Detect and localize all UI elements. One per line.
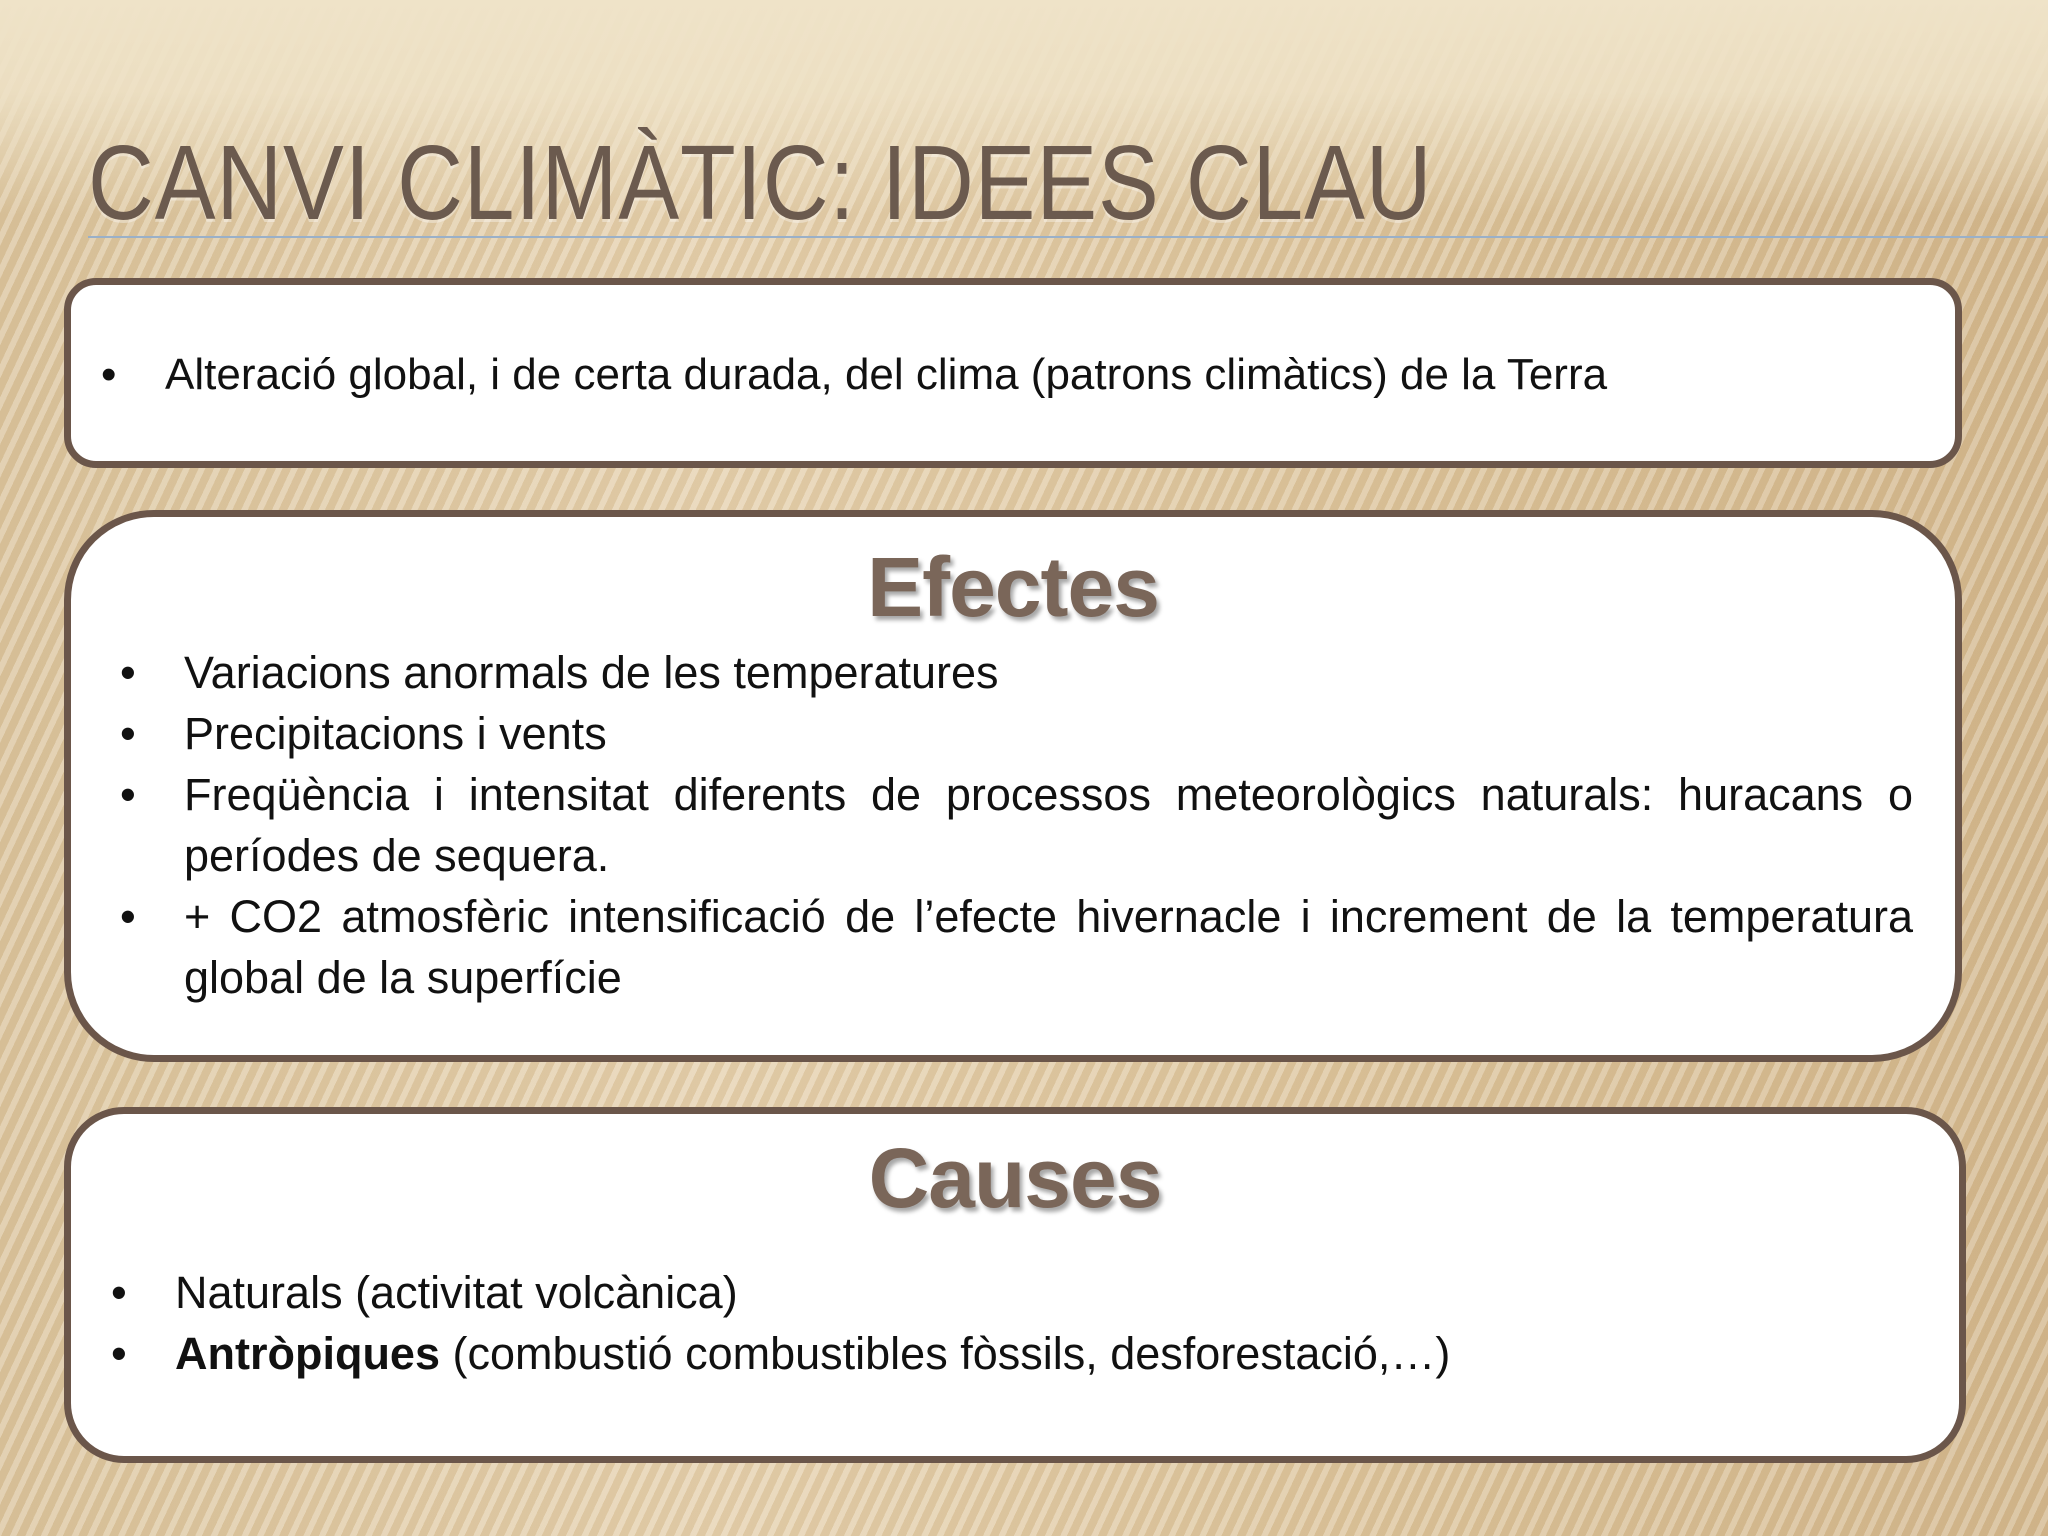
causes-box [64,1107,1966,1463]
definition-list [165,350,1905,400]
cause-bold-label: Antròpiques [175,1328,440,1379]
list-item [175,1262,1915,1323]
list-item: • Precipitacions i vents [184,703,1913,764]
causes-heading: Causes [868,1131,1162,1225]
cause-text: Naturals (activitat volcànica) [175,1267,738,1318]
list-item [175,1323,1915,1384]
causes-list [175,1262,1915,1384]
list-item: • Variacions anormals de les temperatures [184,642,1913,703]
effects-box [64,510,1962,1062]
slide-title: CANVI CLIMÀTIC: IDEES CLAU [88,124,1433,242]
effects-heading: Efectes [867,540,1159,634]
title-underline [88,236,2048,238]
definition-box [64,278,1962,468]
effects-list [184,642,1913,1008]
list-item: • Alteració global, i de certa durada, del clima (patrons climàtics) de la Terra [165,350,1905,400]
list-item: • + CO2 atmosfèric intensificació de l’efecte hivernacle i increment de la temperatura global de la superfície [184,886,1913,1008]
cause-text: (combustió combustibles fòssils, desforestació,…) [440,1328,1451,1379]
list-item: • Freqüència i intensitat diferents de processos meteorològics naturals: huracans o períodes de sequera. [184,764,1913,886]
